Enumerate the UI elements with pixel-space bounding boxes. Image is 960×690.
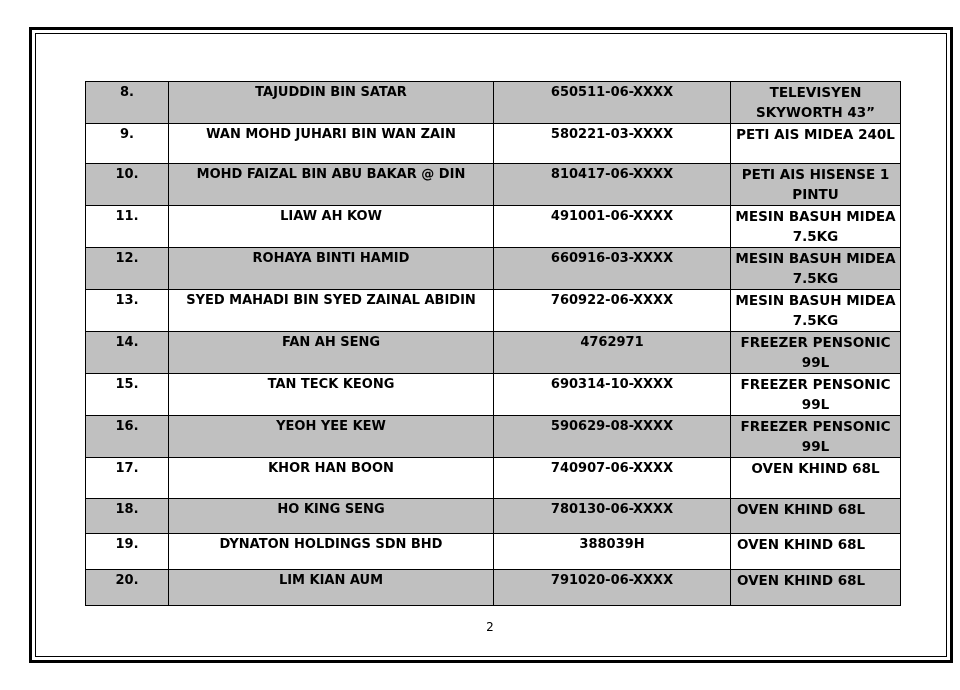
recipient-name: TAN TECK KEONG <box>169 374 494 416</box>
row-number: 14. <box>86 332 169 374</box>
row-number: 16. <box>86 416 169 458</box>
table-row <box>86 206 901 248</box>
item-received: MESIN BASUH MIDEA 7.5KG <box>731 248 901 290</box>
item-received: OVEN KHIND 68L <box>731 570 901 606</box>
recipient-name: WAN MOHD JUHARI BIN WAN ZAIN <box>169 124 494 164</box>
recipient-ic: 740907-06-XXXX <box>494 458 731 499</box>
recipient-name: SYED MAHADI BIN SYED ZAINAL ABIDIN <box>169 290 494 332</box>
row-number: 18. <box>86 499 169 534</box>
row-number: 15. <box>86 374 169 416</box>
table-row <box>86 82 901 124</box>
table-row <box>86 332 901 374</box>
recipient-name: ROHAYA BINTI HAMID <box>169 248 494 290</box>
recipient-name: LIM KIAN AUM <box>169 570 494 606</box>
item-received: MESIN BASUH MIDEA 7.5KG <box>731 206 901 248</box>
item-received: PETI AIS HISENSE 1 PINTU <box>731 164 901 206</box>
row-number: 20. <box>86 570 169 606</box>
recipient-ic: 810417-06-XXXX <box>494 164 731 206</box>
item-received: PETI AIS MIDEA 240L <box>731 124 901 164</box>
recipient-name: DYNATON HOLDINGS SDN BHD <box>169 534 494 570</box>
recipient-ic: 580221-03-XXXX <box>494 124 731 164</box>
item-received: FREEZER PENSONIC 99L <box>731 374 901 416</box>
page-number: 2 <box>486 620 494 634</box>
recipient-name: KHOR HAN BOON <box>169 458 494 499</box>
recipient-name: LIAW AH KOW <box>169 206 494 248</box>
row-number: 8. <box>86 82 169 124</box>
table-row <box>86 534 901 570</box>
table-row <box>86 416 901 458</box>
recipients-table-body <box>86 82 901 606</box>
item-received: OVEN KHIND 68L <box>731 534 901 570</box>
table-row <box>86 458 901 499</box>
table-row <box>86 374 901 416</box>
recipient-ic: 760922-06-XXXX <box>494 290 731 332</box>
item-received: OVEN KHIND 68L <box>731 458 901 499</box>
recipient-name: MOHD FAIZAL BIN ABU BAKAR @ DIN <box>169 164 494 206</box>
recipient-ic: 791020-06-XXXX <box>494 570 731 606</box>
item-received: FREEZER PENSONIC 99L <box>731 416 901 458</box>
item-received: TELEVISYEN SKYWORTH 43” <box>731 82 901 124</box>
recipient-ic: 780130-06-XXXX <box>494 499 731 534</box>
table-row <box>86 124 901 164</box>
row-number: 10. <box>86 164 169 206</box>
table-row <box>86 499 901 534</box>
row-number: 12. <box>86 248 169 290</box>
recipient-ic: 660916-03-XXXX <box>494 248 731 290</box>
row-number: 9. <box>86 124 169 164</box>
recipient-ic: 4762971 <box>494 332 731 374</box>
recipient-name: FAN AH SENG <box>169 332 494 374</box>
item-received: OVEN KHIND 68L <box>731 499 901 534</box>
row-number: 19. <box>86 534 169 570</box>
recipient-ic: 388039H <box>494 534 731 570</box>
table-row <box>86 290 901 332</box>
table-row <box>86 248 901 290</box>
recipient-ic: 650511-06-XXXX <box>494 82 731 124</box>
recipient-name: YEOH YEE KEW <box>169 416 494 458</box>
recipient-ic: 590629-08-XXXX <box>494 416 731 458</box>
recipient-ic: 690314-10-XXXX <box>494 374 731 416</box>
recipient-ic: 491001-06-XXXX <box>494 206 731 248</box>
table-row <box>86 570 901 606</box>
item-received: FREEZER PENSONIC 99L <box>731 332 901 374</box>
recipient-name: TAJUDDIN BIN SATAR <box>169 82 494 124</box>
row-number: 17. <box>86 458 169 499</box>
table-row <box>86 164 901 206</box>
recipient-name: HO KING SENG <box>169 499 494 534</box>
row-number: 11. <box>86 206 169 248</box>
row-number: 13. <box>86 290 169 332</box>
item-received: MESIN BASUH MIDEA 7.5KG <box>731 290 901 332</box>
recipients-table <box>85 81 901 606</box>
